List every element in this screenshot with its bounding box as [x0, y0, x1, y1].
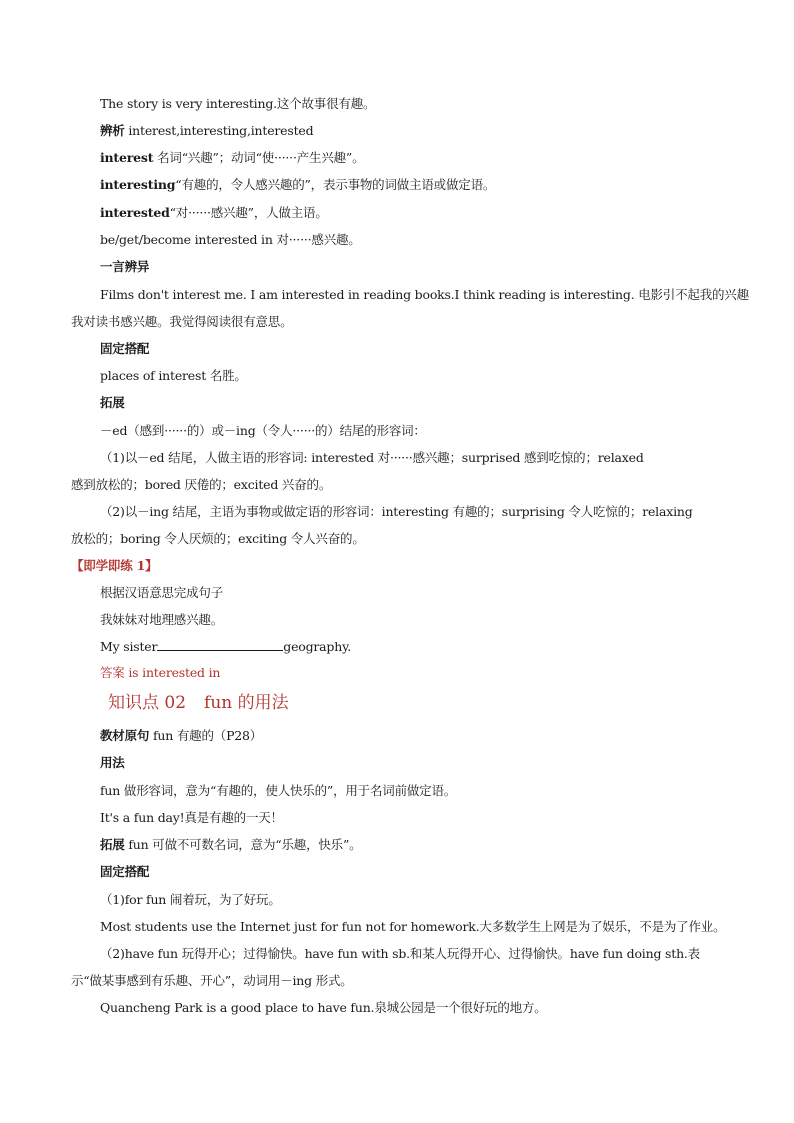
extension-ed-line1: （1)以－ed 结尾，人做主语的形容词: interested 对······感兴趣；surprised 感到吃惊的；relaxed [100, 450, 644, 465]
def-interest-text: 名词“兴趣”；动词“使······产生兴趣”。 [153, 150, 365, 165]
analysis-label: 辨析 [100, 123, 125, 138]
analysis-line [100, 122, 313, 140]
example-sentence-story: The story is very interesting.这个故事很有趣。 [100, 96, 376, 111]
extension-ed-line2: 感到放松的；bored 厌倦的；excited 兴奋的。 [71, 477, 332, 492]
practice-sentence-start: My sister [100, 639, 158, 654]
practice-answer: 答案 is interested in [100, 665, 221, 680]
def-interested [100, 204, 328, 222]
collocation-places: places of interest 名胜。 [100, 368, 247, 383]
section-number: 知识点 02 [108, 693, 187, 713]
contrast-example-en: Films don't interest me. I am interested in reading books.I think reading is interesting. 电影引不起我的兴趣 [100, 287, 749, 302]
contrast-example-zh: 我对读书感兴趣。我觉得阅读很有意思。 [71, 314, 293, 329]
fun-extension-text: fun 可做不可数名词，意为“乐趣，快乐”。 [124, 837, 362, 852]
extension-ing-line1: （2)以－ing 结尾，主语为事物或做定语的形容词：interesting 有趣的；surprising 令人吃惊的；relaxing [100, 504, 693, 519]
word-interest: interest [100, 150, 154, 165]
for-fun-example: Most students use the Internet just for fun not for homework.大多数学生上网是为了娱乐，不是为了作业。 [100, 919, 726, 934]
def-interesting-text: “有趣的，令人感兴趣的”，表示事物的词做主语或做定语。 [175, 177, 496, 192]
practice-sentence-end: geography. [283, 639, 352, 654]
def-interested-text: “对······感兴趣”，人做主语。 [169, 205, 328, 220]
textbook-sentence [100, 727, 262, 745]
practice-instruction: 根据汉语意思完成句子 [100, 585, 224, 600]
practice-tag: 【即学即练 1】 [71, 558, 158, 573]
analysis-words: interest,interesting,interested [124, 123, 314, 138]
answer-blank[interactable] [157, 638, 283, 651]
def-interesting [100, 176, 495, 194]
section-title: fun 的用法 [204, 693, 289, 713]
usage-example: It's a fun day!真是有趣的一天！ [100, 810, 283, 825]
def-interest [100, 149, 364, 167]
textbook-label: 教材原句 [100, 728, 150, 743]
section-heading [108, 692, 289, 714]
fun-collocation-label: 固定搭配 [100, 864, 150, 879]
have-fun-line1: （2)have fun 玩得开心；过得愉快。have fun with sb.和某人玩得开心、过得愉快。have fun doing sth.表 [100, 946, 700, 961]
contrast-label: 一言辨异 [100, 259, 150, 274]
practice-prompt: 我妹妹对地理感兴趣。 [100, 612, 224, 627]
fun-extension-label: 拓展 [100, 837, 125, 852]
extension-intro: －ed（感到······的）或－ing（令人······的）结尾的形容词： [100, 423, 426, 438]
extension-ing-line2: 放松的；boring 令人厌烦的；exciting 令人兴奋的。 [71, 531, 365, 546]
fun-extension [100, 836, 361, 854]
textbook-text: fun 有趣的（P28） [149, 728, 263, 743]
word-interesting: interesting [100, 177, 176, 192]
have-fun-line2: 示“做某事感到有乐趣、开心”，动词用－ing 形式。 [71, 973, 353, 988]
word-interested: interested [100, 205, 170, 220]
phrase-be-interested: be/get/become interested in 对······感兴趣。 [100, 232, 361, 247]
extension-label: 拓展 [100, 395, 125, 410]
collocation-label: 固定搭配 [100, 341, 150, 356]
have-fun-example: Quancheng Park is a good place to have fun.泉城公园是一个很好玩的地方。 [100, 1000, 547, 1015]
usage-label: 用法 [100, 755, 125, 770]
usage-text: fun 做形容词，意为“有趣的，使人快乐的”，用于名词前做定语。 [100, 783, 457, 798]
for-fun-line: （1)for fun 闹着玩，为了好玩。 [100, 892, 281, 907]
practice-sentence [100, 638, 351, 656]
